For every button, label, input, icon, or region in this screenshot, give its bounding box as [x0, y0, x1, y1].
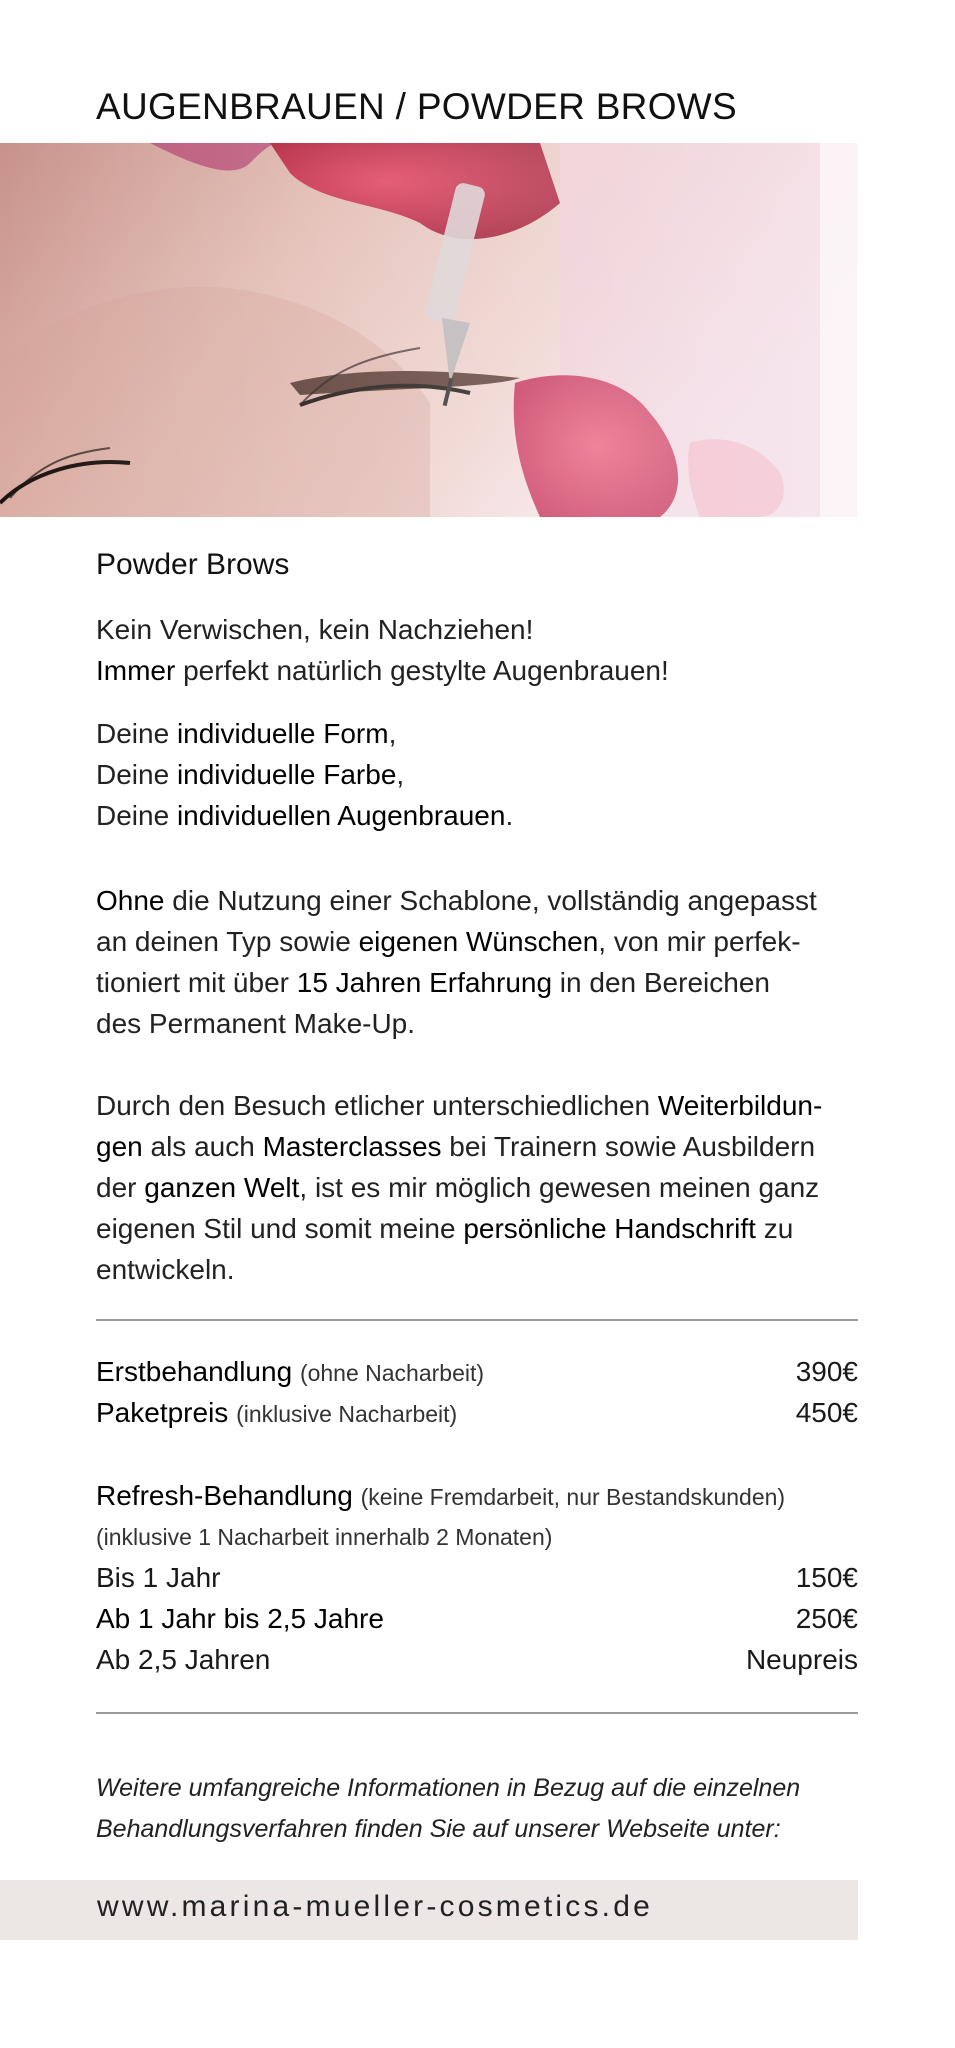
tier-label: Bis 1 Jahr: [96, 1562, 221, 1593]
price-row-tier: [96, 1562, 858, 1594]
intro-lead: [96, 609, 866, 691]
price-row-package: [96, 1397, 858, 1429]
tier-label: Ab 1 Jahr bis 2,5 Jahre: [96, 1603, 384, 1634]
tier-price: 150€: [795, 1562, 858, 1593]
price-row-tier: [96, 1644, 858, 1676]
tier-price: 250€: [795, 1603, 858, 1634]
individual-line: Deine individuelle Form,: [96, 718, 397, 749]
individual-line: Deine individuelle Farbe,: [96, 759, 405, 790]
divider: [96, 1319, 858, 1321]
tier-label: Ab 2,5 Jahren: [96, 1644, 271, 1675]
intro-emphasis: Immer: [96, 655, 176, 686]
individual-line: Deine individuellen Augenbrauen.: [96, 800, 514, 831]
price-label: Paketpreis: [96, 1397, 229, 1428]
info-text: Weitere umfangreiche Informationen in Bezug auf die einzelnen Behandlungsverfahren finden Sie auf unserer Webseite unter:: [96, 1774, 801, 1843]
eyebrow-treatment-photo: [0, 143, 858, 517]
experience-paragraph: Ohne die Nutzung einer Schablone, vollständig angepasst an deinen Typ sowie eigenen Wünschen, von mir perfek- tioniert mit über 15 Jahren Erfahrung in den Bereichen des Permanent Make-Up.: [96, 885, 817, 1039]
training-paragraph: Durch den Besuch etlicher unterschiedlichen Weiterbildun- gen als auch Masterclasses bei Trainern sowie Ausbildern der ganzen Welt, ist es mir möglich gewesen meinen ganz eigenen Stil und somit meine persönliche Handschrift zu entwickeln.: [96, 1090, 823, 1285]
price-label: Erstbehandlung: [96, 1356, 293, 1387]
price-row-tier: [96, 1603, 858, 1635]
price-row-first: [96, 1356, 858, 1388]
price-value: 450€: [795, 1397, 858, 1428]
website-bar: [0, 1880, 858, 1940]
intro-line-2: [96, 650, 866, 691]
price-row-refresh: [96, 1480, 858, 1512]
price-label: Refresh-Behandlung: [96, 1480, 353, 1511]
tier-price: Neupreis: [745, 1644, 858, 1675]
price-note: (ohne Nacharbeit): [299, 1360, 485, 1386]
price-note: (inklusive Nacharbeit): [236, 1401, 458, 1427]
intro-line-1: Kein Verwischen, kein Nachziehen!: [96, 614, 534, 645]
individual-list: [96, 713, 866, 836]
divider: [96, 1712, 858, 1714]
price-note: (keine Fremdarbeit, nur Bestandskunden): [360, 1484, 786, 1510]
intro-line-2-rest: perfekt natürlich gestylte Augenbrauen!: [175, 655, 669, 686]
hero-image: [0, 143, 858, 517]
page-title: AUGENBRAUEN / POWDER BROWS: [96, 86, 737, 127]
section-heading: Powder Brows: [96, 548, 290, 581]
refresh-note: (inklusive 1 Nacharbeit innerhalb 2 Monaten): [96, 1524, 553, 1550]
price-value: 390€: [795, 1356, 858, 1387]
website-link[interactable]: www.marina-mueller-cosmetics.de: [97, 1890, 653, 1923]
